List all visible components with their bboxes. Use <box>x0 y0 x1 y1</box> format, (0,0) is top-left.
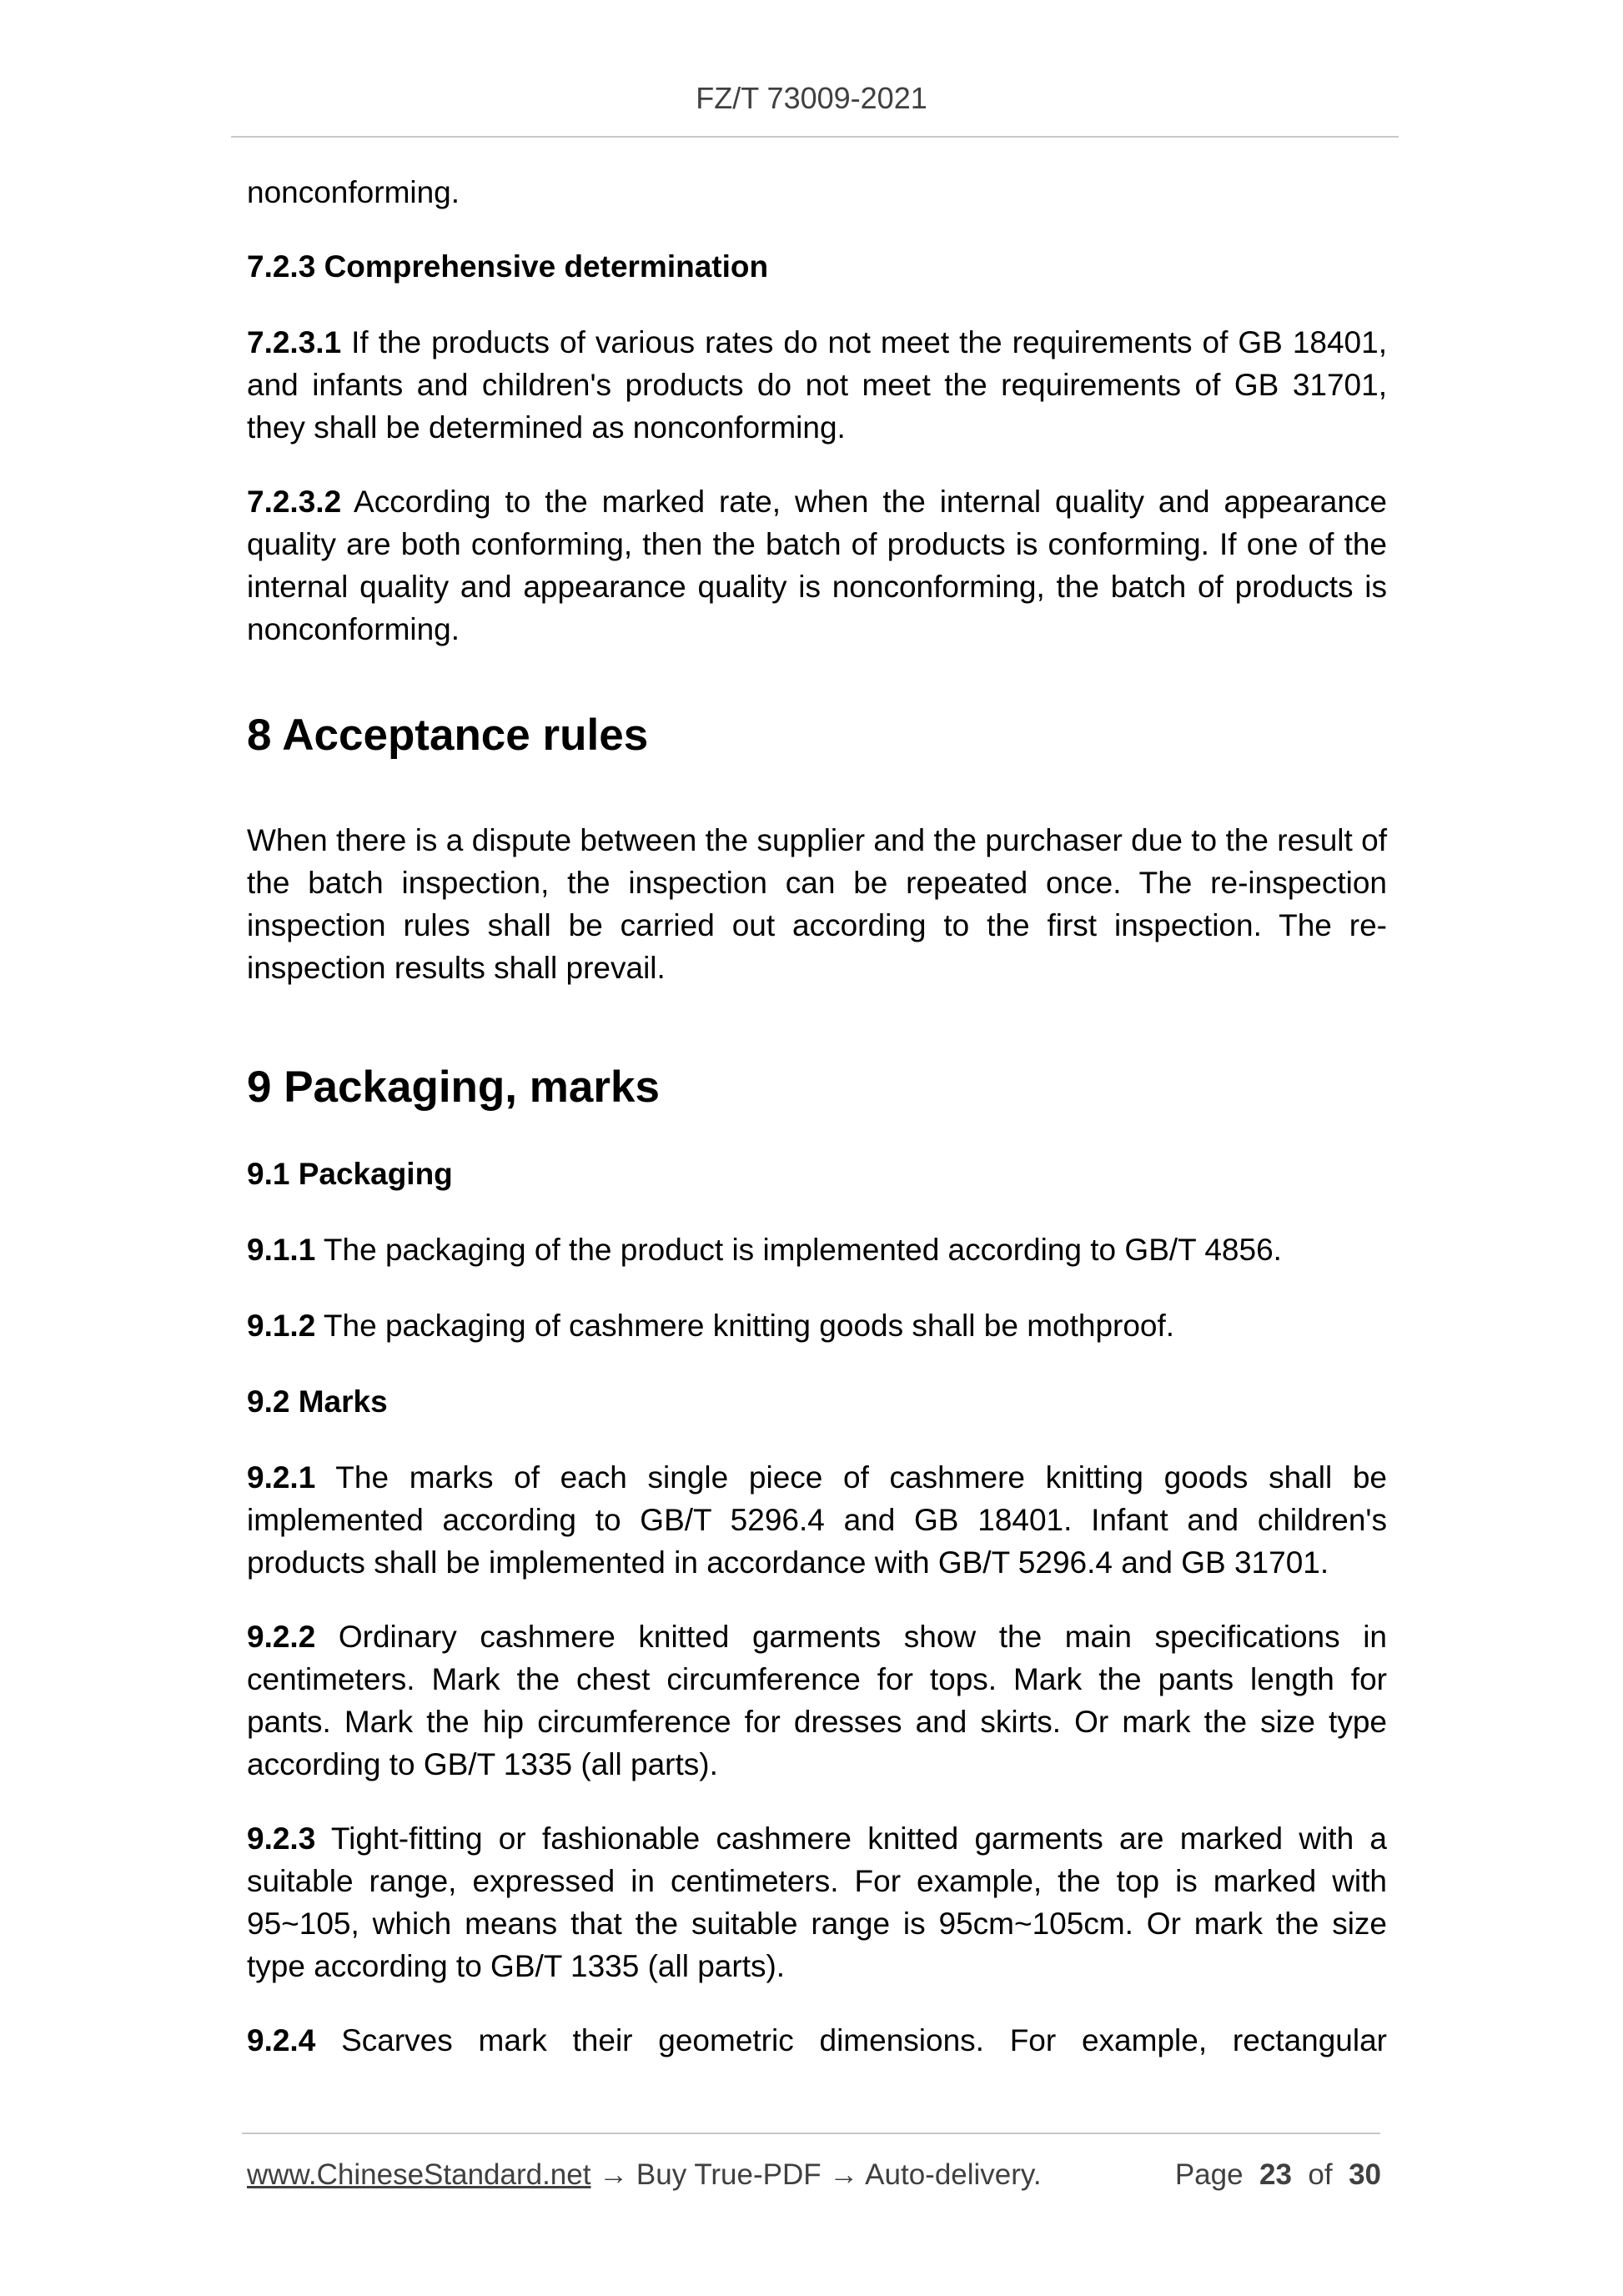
clause-text: The packaging of cashmere knitting goods shall be mothproof. <box>315 1309 1175 1343</box>
page-current: 23 <box>1259 2158 1292 2191</box>
clause-text: If the products of various rates do not meet the requirements of GB 18401, and infants and children's products do not meet the requirements of GB 31701, they shall be determined as nonconforming. <box>247 325 1387 445</box>
clause-text: Scarves mark their geometric dimensions. For example, rectangular <box>315 2023 1387 2057</box>
section-7-2-3-title: 7.2.3 Comprehensive determination <box>247 249 769 284</box>
clause-9-2-4 <box>247 2019 1387 2062</box>
clause-text: The marks of each single piece of cashmere knitting goods shall be implemented according to GB/T 5296.4 and GB 18401. Infant and children's products shall be implemented in accordance with GB/T 5296.4 and GB 31701. <box>247 1460 1387 1580</box>
section-9-1-title: 9.1 Packaging <box>247 1157 453 1191</box>
continuation-paragraph: nonconforming. <box>247 175 460 209</box>
clause-number: 9.1.2 <box>247 1309 316 1343</box>
clause-number: 7.2.3.1 <box>247 325 342 359</box>
clause-7-2-3-2 <box>247 480 1387 651</box>
clause-text: Tight-fitting or fashionable cashmere knitted garments are marked with a suitable range, expressed in centimeters. For example, the top is marked with 95~105, which means that the suitable range is 95cm~105cm. Or mark the size type according to GB/T 1335 (all parts). <box>247 1821 1387 1983</box>
clause-text: The packaging of the product is implemented according to GB/T 4856. <box>315 1233 1282 1267</box>
clause-text: Ordinary cashmere knitted garments show the main specifications in centimeters. Mark the chest circumference for tops. Mark the pants length for pants. Mark the hip circumference for dresses and skirts. Or mark the size type according to GB/T 1335 (all parts). <box>247 1620 1387 1781</box>
clause-9-1-1 <box>247 1228 1387 1271</box>
clause-9-2-3 <box>247 1817 1387 1987</box>
page-of: of <box>1308 2158 1333 2191</box>
clause-7-2-3-1 <box>247 321 1387 449</box>
page-content <box>247 171 1387 2062</box>
section-9-2-title: 9.2 Marks <box>247 1384 388 1419</box>
clause-9-2-1 <box>247 1456 1387 1584</box>
clause-9-2-2 <box>247 1615 1387 1786</box>
footer-promo <box>247 2157 1042 2193</box>
section-8-heading: 8 Acceptance rules <box>247 711 649 760</box>
header-divider <box>231 136 1399 138</box>
section-9-heading: 9 Packaging, marks <box>247 1063 660 1112</box>
page-total: 30 <box>1349 2158 1381 2191</box>
clause-9-1-2 <box>247 1304 1387 1347</box>
promo-text: → Buy True-PDF → Auto-delivery. <box>590 2158 1042 2191</box>
footer-divider <box>242 2133 1380 2134</box>
page-number <box>1175 2157 1381 2193</box>
section-8-paragraph: When there is a dispute between the supplier and the purchaser due to the result of the batch inspection, the inspection can be repeated once. The re-inspection inspection rules shall be carried out according to the first inspection. The re-inspection results shall prevail. <box>247 823 1387 985</box>
clause-number: 9.2.3 <box>247 1821 316 1856</box>
document-code: FZ/T 73009-2021 <box>696 81 927 115</box>
clause-text: According to the marked rate, when the internal quality and appearance quality are both conforming, then the batch of products is conforming. If one of the internal quality and appearance quality is nonconforming, the batch of products is nonconforming. <box>247 485 1387 646</box>
clause-number: 9.2.2 <box>247 1620 316 1654</box>
clause-number: 9.2.1 <box>247 1460 316 1495</box>
clause-number: 9.2.4 <box>247 2023 316 2057</box>
site-link[interactable]: www.ChineseStandard.net <box>247 2158 591 2191</box>
page-label: Page <box>1174 2158 1244 2191</box>
clause-number: 7.2.3.2 <box>247 485 342 519</box>
clause-number: 9.1.1 <box>247 1233 316 1267</box>
